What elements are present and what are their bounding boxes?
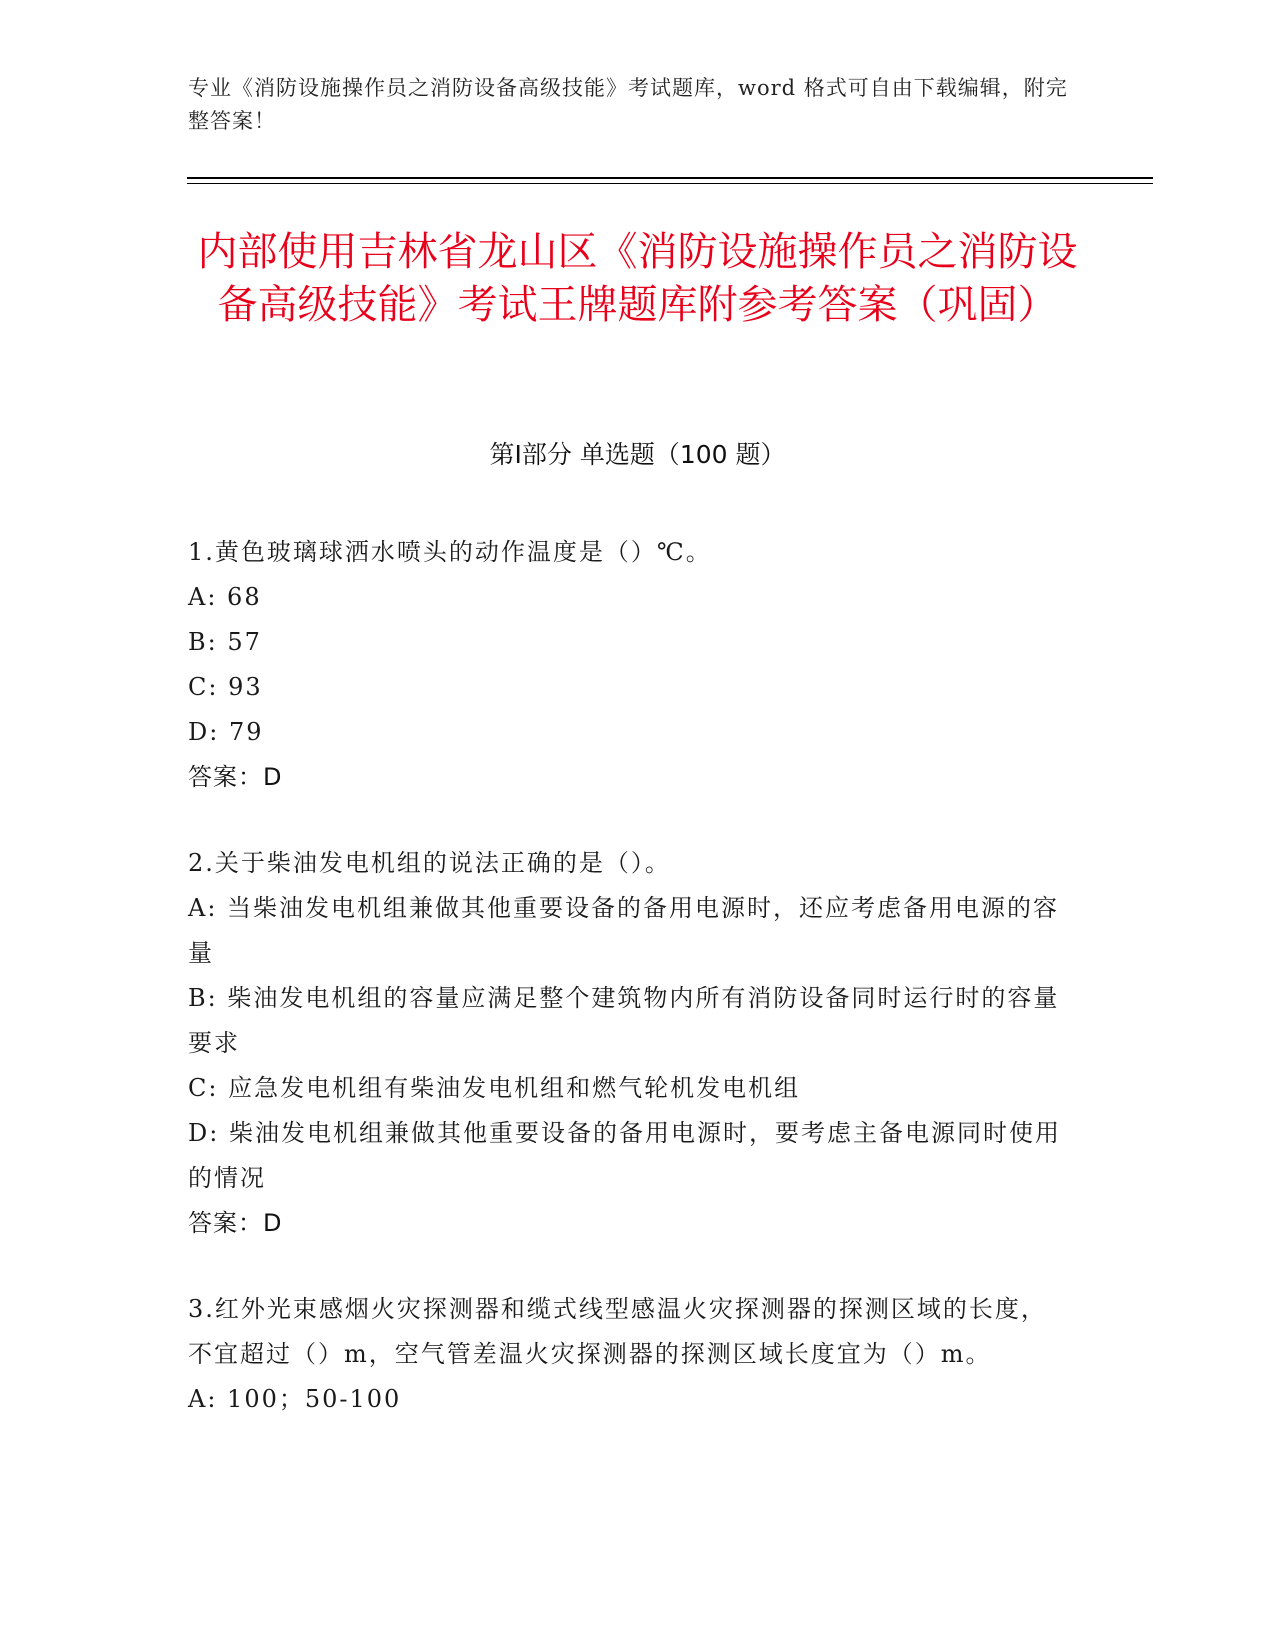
question-stem: 3.红外光束感烟火灾探测器和缆式线型感温火灾探测器的探测区域的长度，不宜超过（）m，空气管差温火灾探测器的探测区域长度宜为（）m。 bbox=[188, 1295, 1047, 1368]
question-list bbox=[188, 530, 1068, 1463]
option-a: A: 68 bbox=[188, 583, 262, 611]
answer-line: 答案：D bbox=[188, 1209, 283, 1237]
option-a: A: 当柴油发电机组兼做其他重要设备的备用电源时，还应考虑备用电源的容量 bbox=[188, 894, 1060, 967]
question-2 bbox=[188, 841, 1068, 1246]
option-b: B: 柴油发电机组的容量应满足整个建筑物内所有消防设备同时运行时的容量要求 bbox=[188, 984, 1060, 1057]
option-a: A: 100；50-100 bbox=[188, 1385, 402, 1413]
header-divider-thin bbox=[187, 183, 1153, 184]
option-c: C: 93 bbox=[188, 673, 263, 701]
option-d: D: 79 bbox=[188, 718, 264, 746]
option-d: D: 柴油发电机组兼做其他重要设备的备用电源时，要考虑主备电源同时使用的情况 bbox=[188, 1119, 1061, 1192]
option-c: C: 应急发电机组有柴油发电机组和燃气轮机发电机组 bbox=[188, 1074, 801, 1102]
question-3 bbox=[188, 1287, 1068, 1422]
option-b: B: 57 bbox=[188, 628, 262, 656]
section-title: 第Ⅰ部分 单选题（100 题） bbox=[489, 440, 786, 469]
document-title: 内部使用吉林省龙山区《消防设施操作员之消防设备高级技能》考试王牌题库附参考答案（巩固） bbox=[197, 229, 1078, 328]
header-divider-thick bbox=[187, 177, 1153, 179]
answer-line: 答案：D bbox=[188, 763, 283, 791]
question-1 bbox=[188, 530, 1068, 800]
question-stem: 1.黄色玻璃球洒水喷头的动作温度是（）℃。 bbox=[188, 538, 712, 566]
header-note: 专业《消防设施操作员之消防设备高级技能》考试题库，word 格式可自由下载编辑，附完整答案！ bbox=[188, 76, 1068, 133]
question-stem: 2.关于柴油发电机组的说法正确的是（）。 bbox=[188, 849, 671, 877]
